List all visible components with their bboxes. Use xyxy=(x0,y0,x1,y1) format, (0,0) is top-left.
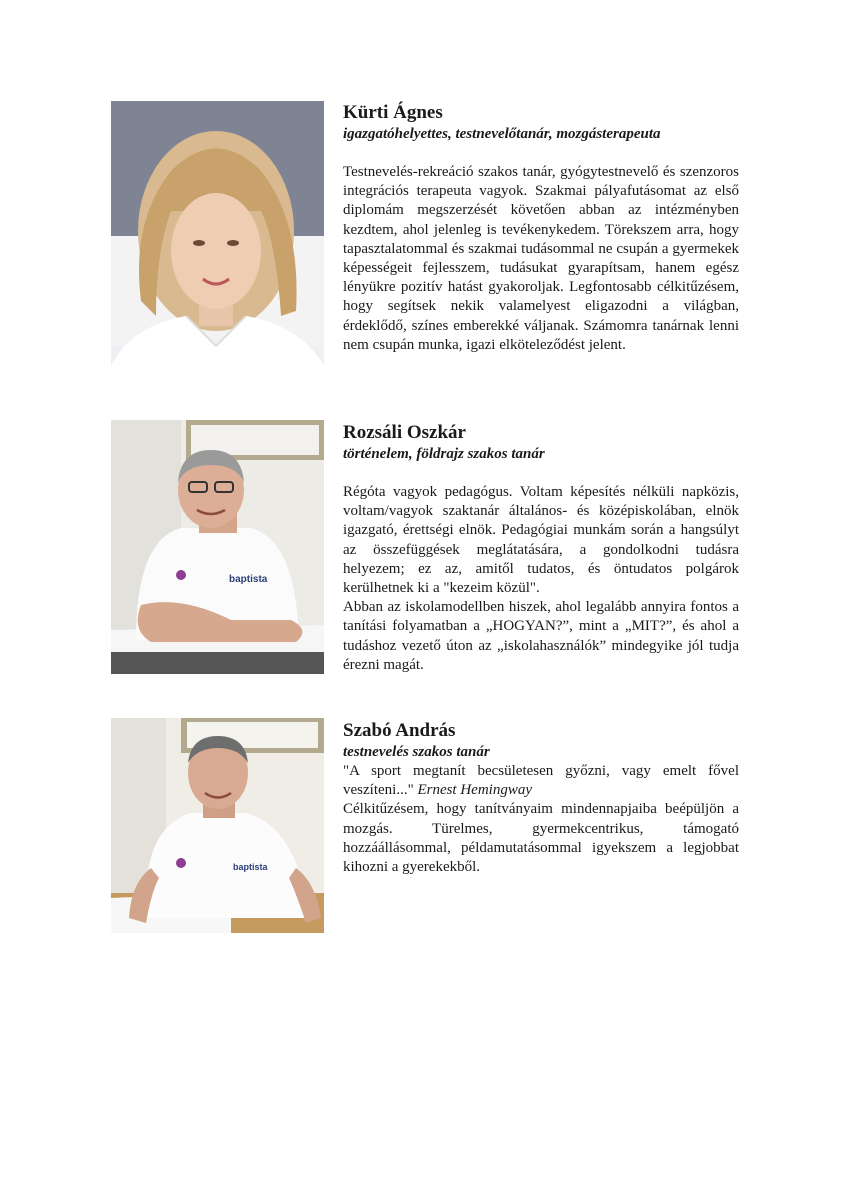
teacher-quote xyxy=(343,762,739,800)
teacher-bio-text: Régóta vagyok pedagógus. Voltam képesítés nélküli napközis, voltam/vagyok szaktanár általános- és középiskolában, elnök igazgató, érettségi elnök. Pedagógiai munkám során a hangsúlyt az összefüggések meglátatására, a gondolkodni tudásra helyezem; ez az, amitől tudatos, és öntudatos polgárok kerülhetnek ki a "kezeim közül". xyxy=(343,484,739,597)
teacher-photo-szabo-andras xyxy=(111,718,324,933)
teacher-bio-rozsali-oszkar xyxy=(343,422,739,675)
teacher-name: Kürti Ágnes xyxy=(343,102,443,123)
teacher-bio-kurti-agnes xyxy=(343,102,739,355)
teacher-bio-text: Testnevelés-rekreáció szakos tanár, gyógytestnevelő és szenzoros integrációs terapeuta vagyok. Szakmai pályafutásomat az első diplomám megszerzését követően abban az intézményben kezdtem, ahol jelenleg is tevékenykedem. Törekszem arra, hogy tapasztalatommal és szakmai tudásommal ne csupán a gyermekek képességeit fejlesszem, tudásukat gyarapítsam, hanem egész lényükre pozitív hatást gyakoroljak. Legfontosabb célkitűzésem, hogy segítsek nekik valamelyest eligazodni a világban, érdeklődő, színes emberekké váljanak. Számomra tanárnak lenni nem csupán munka, igazi elköteleződést jelent. xyxy=(343,164,739,353)
teacher-bio-szabo-andras xyxy=(343,720,739,877)
teacher-role: testnevelés szakos tanár xyxy=(343,744,490,760)
teacher-name: Szabó András xyxy=(343,720,456,741)
teacher-role: történelem, földrajz szakos tanár xyxy=(343,446,545,462)
teacher-bio-text: Célkitűzésem, hogy tanítványaim mindennapjaiba beépüljön a mozgás. Türelmes, gyermekcentrikus, támogató hozzáállásommal, példamutatásommal igyekszem a legjobbat kihozni a gyerekekből. xyxy=(343,801,739,876)
teacher-role: igazgatóhelyettes, testnevelőtanár, mozgásterapeuta xyxy=(343,126,661,142)
shirt-logo-text: baptista xyxy=(233,862,268,872)
quote-author: Ernest Hemingway xyxy=(417,782,533,799)
teacher-name: Rozsáli Oszkár xyxy=(343,422,466,443)
shirt-logo-text: baptista xyxy=(229,574,268,585)
teacher-photo-rozsali-oszkar xyxy=(111,420,324,674)
teacher-photo-kurti-agnes xyxy=(111,101,324,406)
teacher-bio-text: Abban az iskolamodellben hiszek, ahol legalább annyira fontos a tanítási folyamatban a „HOGYAN?”, mint a „MIT?”, és ahol a tudáshoz vezető úton az „iskolahasználók” mindegyike jól tudja érezni magát. xyxy=(343,599,739,673)
quote-text: "A sport megtanít becsületesen győzni, vagy emelt fővel veszíteni..." xyxy=(343,763,739,799)
